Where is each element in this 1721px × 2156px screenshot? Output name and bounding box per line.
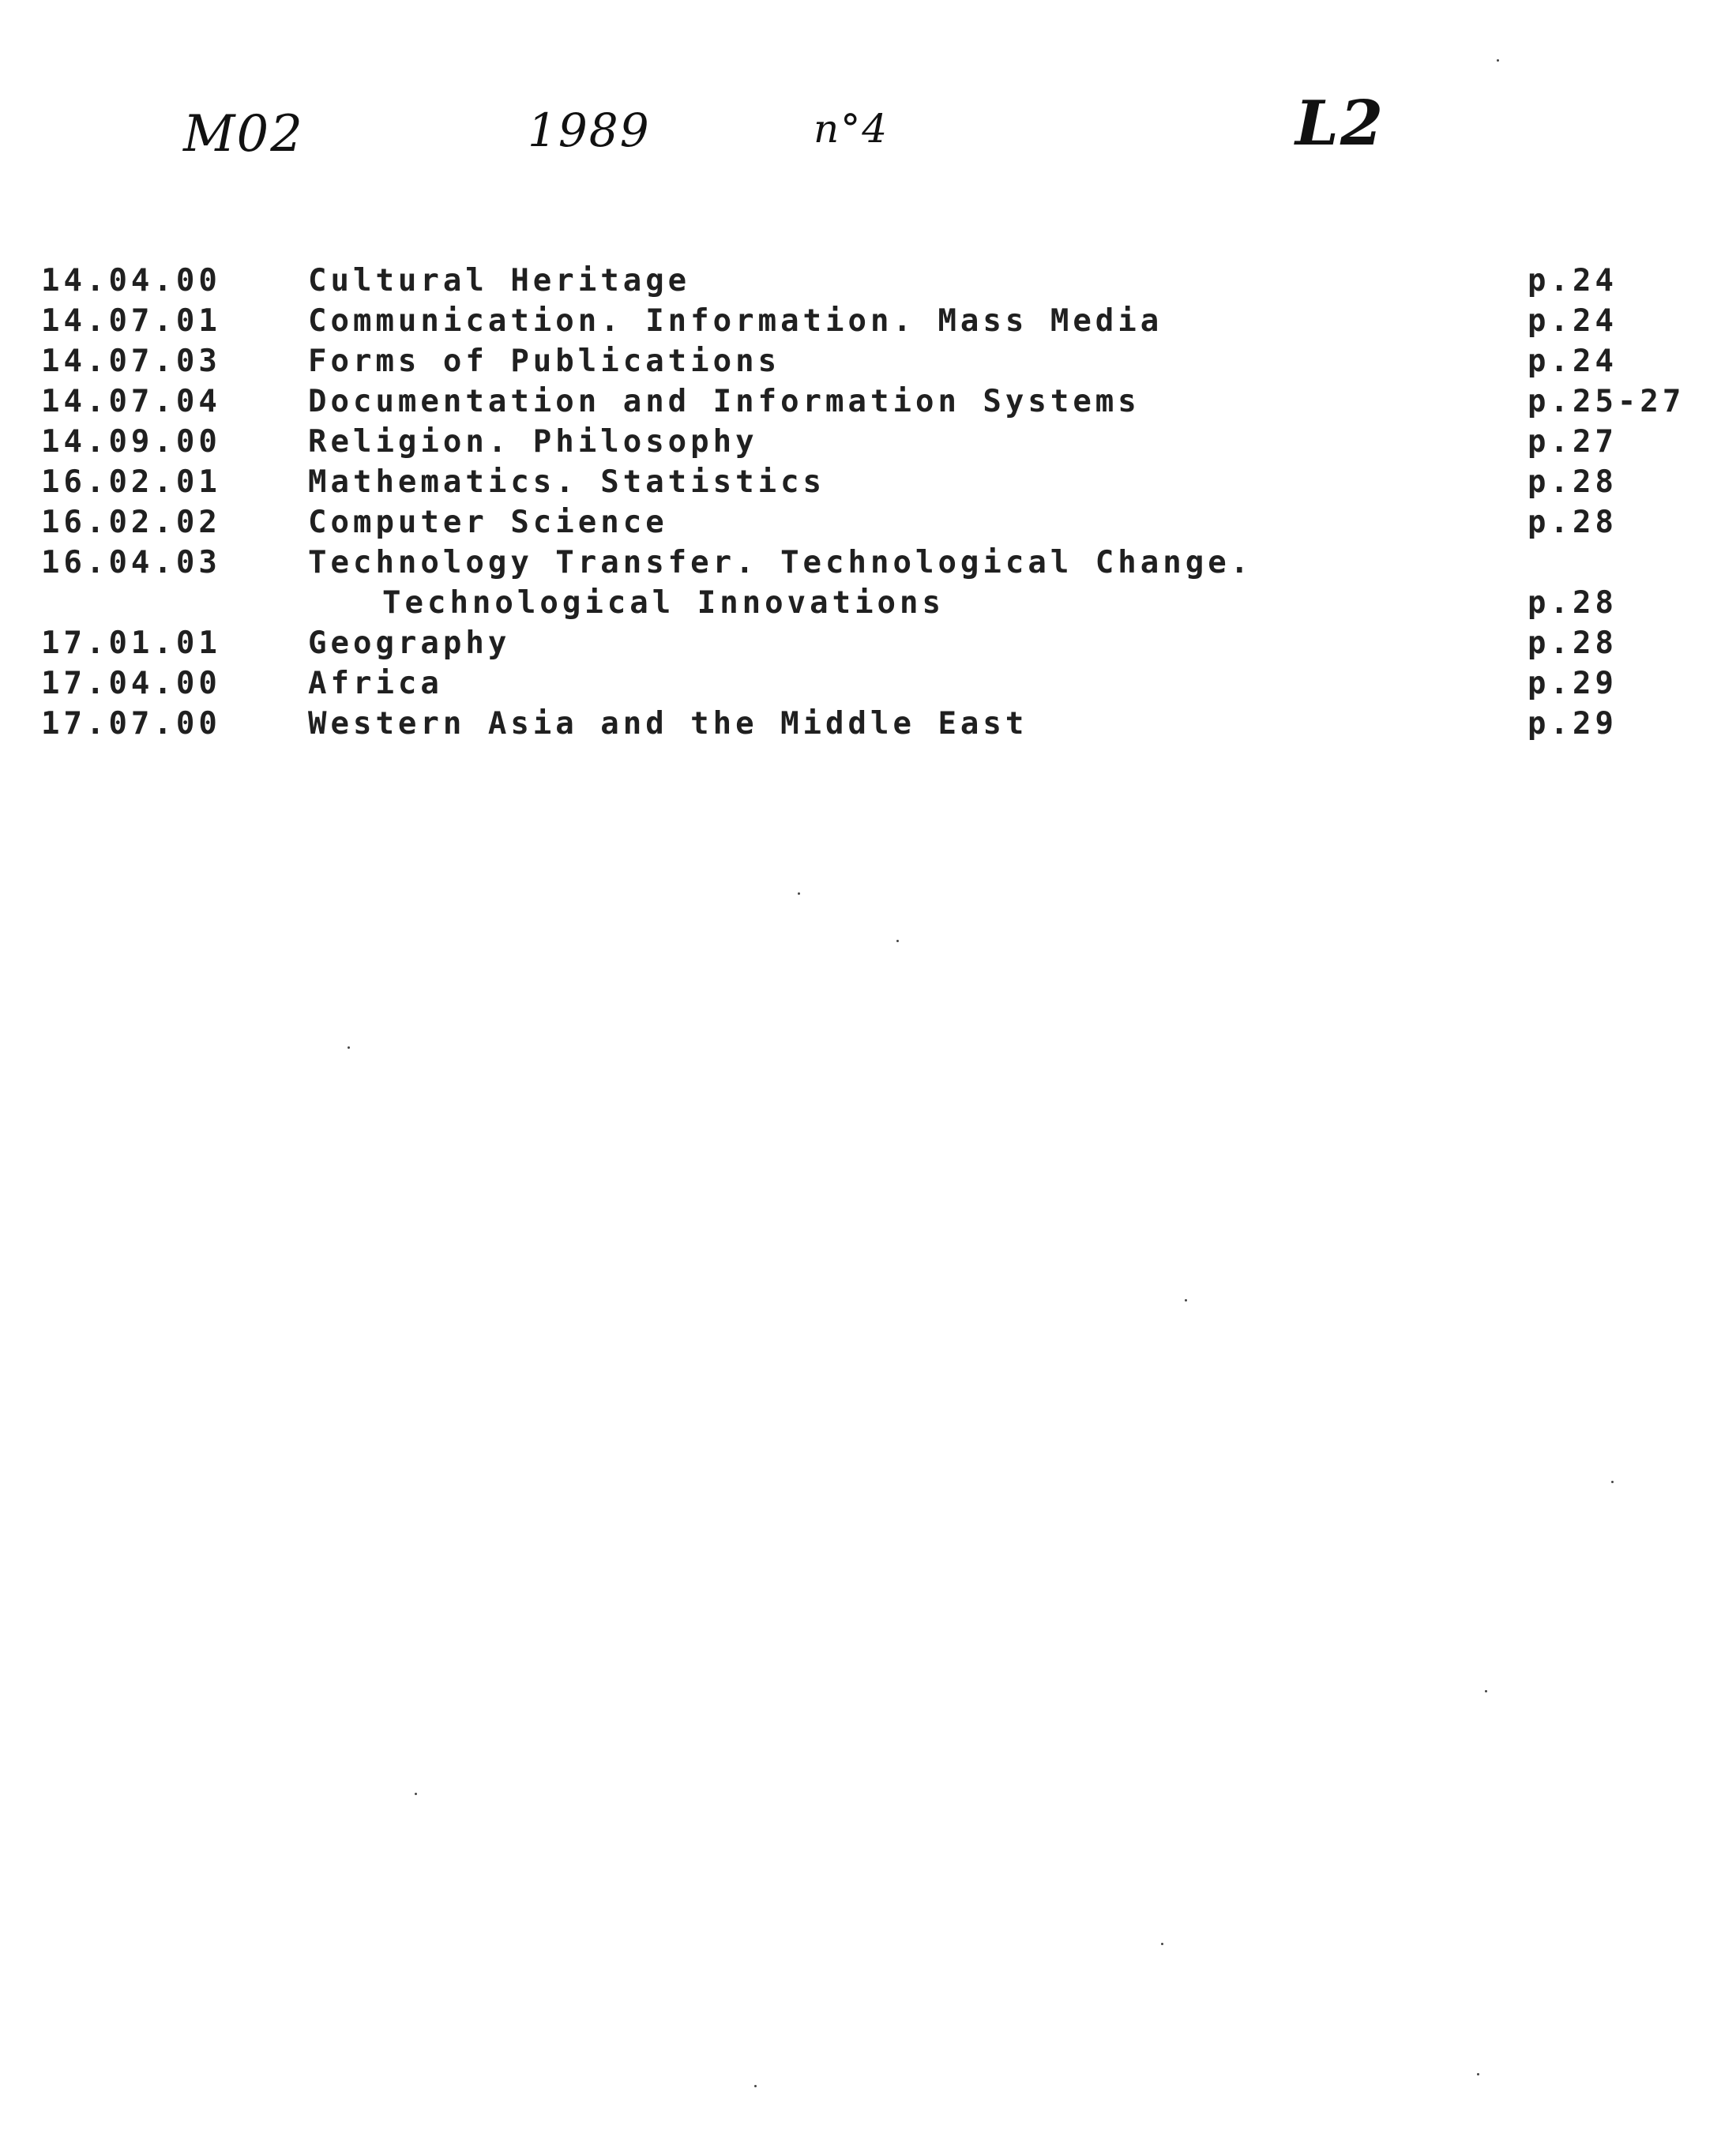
entry-topic: Africa [308, 666, 443, 701]
entry-page: p.27 [1527, 424, 1618, 460]
entry-topic: Communication. Information. Mass Media [308, 303, 1163, 339]
index-entry [41, 623, 1708, 663]
entry-page: p.28 [1527, 464, 1618, 500]
entry-page: p.29 [1527, 666, 1618, 701]
scan-speck [1185, 1299, 1187, 1301]
entry-code: 17.04.00 [41, 666, 221, 701]
entry-page: p.24 [1527, 263, 1618, 299]
entry-page: p.28 [1527, 505, 1618, 540]
entry-code: 16.04.03 [41, 545, 221, 580]
entry-topic: Cultural Heritage [308, 263, 691, 299]
scan-speck [896, 940, 899, 942]
subject-index [41, 261, 1708, 744]
entry-page: p.29 [1527, 706, 1618, 742]
scan-speck [754, 2085, 757, 2087]
index-entry [41, 502, 1708, 543]
entry-topic: Geography [308, 625, 511, 661]
index-entry [41, 301, 1708, 341]
scan-speck [415, 1793, 417, 1795]
entry-topic: Western Asia and the Middle East [308, 706, 1028, 742]
entry-topic: Forms of Publications [308, 344, 781, 379]
entry-topic-line2: Technological Innovations [382, 585, 945, 621]
scan-speck [1497, 59, 1499, 62]
entry-page: p.24 [1527, 303, 1618, 339]
scan-speck [1611, 1481, 1614, 1483]
handwritten-issue: n°4 [814, 106, 889, 152]
entry-page: p.28 [1527, 625, 1618, 661]
entry-topic: Religion. Philosophy [308, 424, 758, 460]
entry-page: p.28 [1527, 585, 1618, 621]
entry-code: 14.09.00 [41, 424, 221, 460]
entry-code: 14.07.04 [41, 384, 221, 419]
entry-topic: Mathematics. Statistics [308, 464, 826, 500]
index-entry [41, 381, 1708, 422]
entry-code: 14.07.01 [41, 303, 221, 339]
handwritten-page-mark: L2 [1295, 88, 1385, 160]
scan-speck [1485, 1690, 1487, 1692]
entry-code: 16.02.01 [41, 464, 221, 500]
index-entry [41, 341, 1708, 381]
entry-topic [308, 543, 1253, 623]
entry-code: 17.07.00 [41, 706, 221, 742]
scan-speck [798, 892, 800, 895]
entry-topic-line1: Technology Transfer. Technological Change. [308, 545, 1253, 580]
entry-topic: Computer Science [308, 505, 668, 540]
index-entry [41, 704, 1708, 744]
entry-code: 14.04.00 [41, 263, 221, 299]
entry-page: p.25-27 [1527, 384, 1685, 419]
scan-speck [1477, 2073, 1479, 2075]
index-entry [41, 422, 1708, 462]
entry-code: 17.01.01 [41, 625, 221, 661]
scan-speck [348, 1046, 350, 1049]
index-entry [41, 462, 1708, 502]
entry-code: 16.02.02 [41, 505, 221, 540]
handwritten-code: M02 [183, 105, 304, 163]
entry-topic: Documentation and Information Systems [308, 384, 1140, 419]
handwritten-year: 1989 [528, 103, 651, 157]
index-entry [41, 261, 1708, 301]
index-entry [41, 663, 1708, 704]
scan-speck [1161, 1943, 1163, 1945]
index-entry [41, 543, 1708, 623]
entry-code: 14.07.03 [41, 344, 221, 379]
entry-page: p.24 [1527, 344, 1618, 379]
